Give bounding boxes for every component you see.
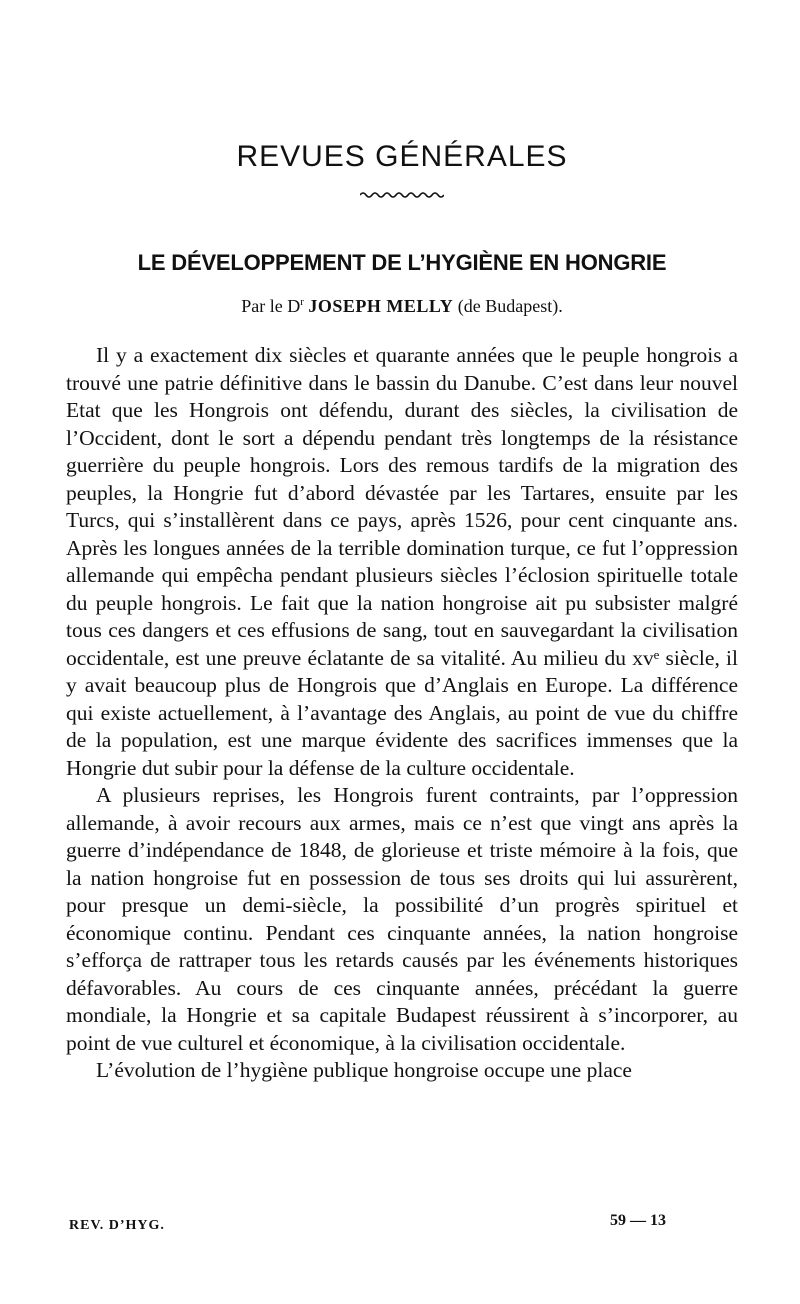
byline-prefix: Par le D [241,296,301,316]
byline-suffix: (de Budapest). [457,296,563,316]
document-page [66,0,738,1304]
page-reference: 59 — 13 [610,1212,666,1229]
article-title: LE DÉVELOPPEMENT DE L’HYGIÈNE EN HONGRIE [137,250,667,275]
article-body [66,342,738,1085]
byline [66,296,738,317]
paragraph: Il y a exactement dix siècles et quarante années que le peuple hongrois a trouvé une patrie définitive dans le bassin du Danube. C’est dans leur nouvel Etat que les Hongrois ont défendu, durant des siècles, la civilisation de l’Occident, dont le sort a dépendu pendant très longtemps de la résistance guerrière du peuple hongrois. Lors des remous tardifs de la migration des peuples, la Hongrie fut d’abord dévastée par les Tartares, ensuite par les Turcs, qui s’installèrent dans ce pays, après 1526, pour cent cinquante ans. Après les longues années de la terrible domination turque, ce fut l’oppression allemande qui empêcha pendant plusieurs siècles l’éclosion spirituelle totale du peuple hongrois. Le fait que la nation hongroise ait pu subsister malgré tous ces dangers et ces effusions de sang, tout en sauvegardant la civilisation occidentale, est une preuve éclatante de sa vitalité. Au milieu du xvᵉ siècle, il y avait beaucoup plus de Hongrois que d’Anglais en Europe. La différence qui existe actuellement, à l’avantage des Anglais, au point de vue du chiffre de la population, est une marque évidente des sacrifices immenses que la Hongrie dut subir pour la défense de la culture occidentale. [66,343,738,780]
section-title: REVUES GÉNÉRALES [236,140,568,173]
wavy-ornament [360,190,444,200]
paragraph: L’évolution de l’hygiène publique hongroise occupe une place [96,1058,632,1082]
byline-superscript: r [300,296,304,308]
paragraph: A plusieurs reprises, les Hongrois furent contraints, par l’oppression allemande, à avoir recours aux armes, mais ce n’est que vingt ans après la guerre d’indépendance de 1848, de glorieuse et triste mémoire à la fois, que la nation hongroise fut en possession de tous ses droits qui lui assurèrent, pour presque un demi-siècle, la possibilité d’un progrès spirituel et économique continu. Pendant ces cinquante années, la nation hongroise s’efforça de rattraper tous les retards causés par les événements historiques défavorables. Au cours de ces cinquante années, précédant la guerre mondiale, la Hongrie et sa capitale Budapest réussirent à s’incorporer, au point de vue culturel et économique, à la civilisation occidentale. [66,783,738,1055]
page-footer [66,1212,738,1236]
author-name: JOSEPH MELLY [308,296,454,316]
journal-abbreviation: REV. D’HYG. [69,1218,165,1233]
